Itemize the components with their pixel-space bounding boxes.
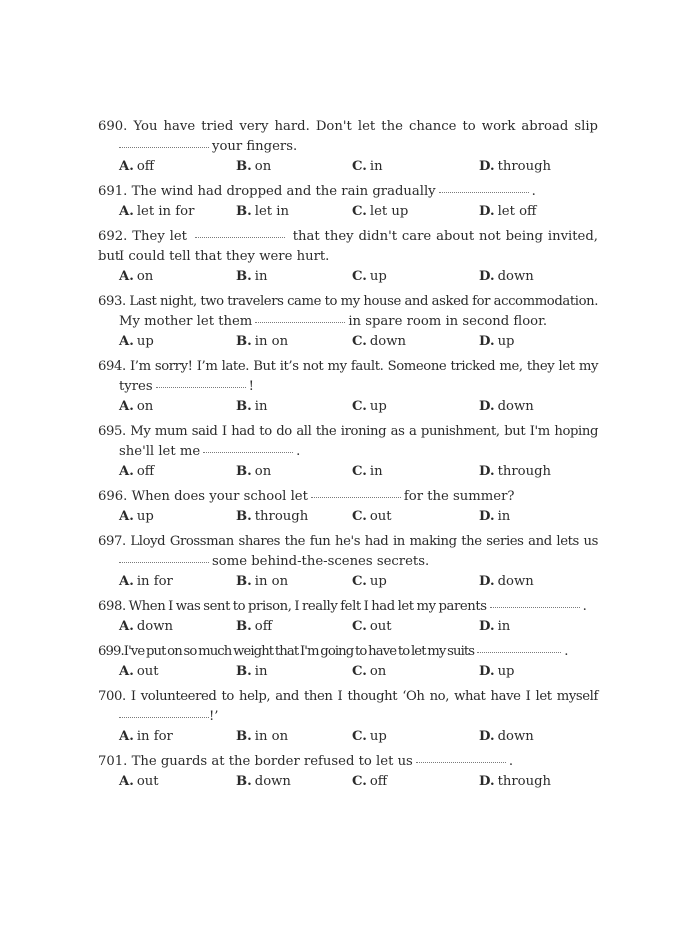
options-row — [98, 727, 598, 747]
option-b[interactable]: B. on — [236, 159, 272, 174]
answer-blank — [490, 606, 580, 608]
question-number: 694. — [98, 359, 126, 374]
option-a[interactable]: A. on — [119, 399, 154, 414]
question-693 — [98, 292, 598, 352]
option-d[interactable]: D. down — [479, 574, 534, 589]
options-row — [98, 617, 598, 637]
option-a[interactable]: A. off — [119, 159, 155, 174]
question-text: They let — [132, 229, 187, 244]
option-c[interactable]: C. down — [352, 334, 407, 349]
question-text: I've put on so much weight that I'm going to have to let my suits — [123, 644, 475, 659]
question-text: some behind-the-scenes secrets. — [212, 554, 430, 569]
answer-blank — [119, 716, 209, 718]
question-text: I could tell that they were hurt. — [119, 249, 330, 264]
answer-blank — [477, 651, 561, 653]
option-b[interactable]: B. in on — [236, 729, 289, 744]
question-694: 694. I’m sorry! I’m late. But it’s not my fault. Someone tricked me, they let my tyres ! A. on B. in C. up D. down — [98, 357, 598, 417]
option-d[interactable]: D. let off — [479, 204, 537, 219]
options-row — [98, 157, 598, 177]
option-c[interactable]: C. on — [352, 664, 387, 679]
option-c[interactable]: C. up — [352, 269, 387, 284]
question-text: My mum said I had to do all the ironing as a punishment, but I'm hoping — [130, 424, 598, 439]
option-a[interactable]: A. down — [119, 619, 173, 634]
option-d[interactable]: D. down — [479, 269, 534, 284]
options-row — [98, 572, 598, 592]
option-a[interactable]: A. out — [119, 774, 159, 789]
option-a[interactable]: A. on — [119, 269, 154, 284]
options-row — [98, 507, 598, 527]
question-number: 695. — [98, 424, 126, 439]
question-number: 696. — [98, 489, 128, 504]
option-a[interactable]: A. in for — [119, 729, 173, 744]
answer-blank — [439, 191, 529, 193]
option-d[interactable]: D. down — [479, 729, 534, 744]
option-a[interactable]: A. in for — [119, 574, 173, 589]
option-d[interactable]: D. through — [479, 159, 552, 174]
option-c[interactable]: C. in — [352, 159, 383, 174]
question-number: 691. — [98, 184, 128, 199]
question-number: 698. — [98, 599, 126, 614]
option-b[interactable]: B. down — [236, 774, 291, 789]
option-d[interactable]: D. in — [479, 509, 511, 524]
question-700: 700. I volunteered to help, and then I thought ‘Oh no, what have I let myself !’ A. in for B. in on C. up D. down — [98, 687, 598, 747]
question-text: tyres — [119, 379, 153, 394]
answer-blank — [416, 761, 506, 763]
question-695: 695. My mum said I had to do all the ironing as a punishment, but I'm hoping she'll let me . A. off B. on C. in D. through — [98, 422, 598, 482]
options-row — [98, 772, 598, 792]
option-b[interactable]: B. off — [236, 619, 273, 634]
question-number: 690. — [98, 119, 128, 134]
option-a[interactable]: A. let in for — [119, 204, 195, 219]
option-d[interactable]: D. through — [479, 464, 552, 479]
question-text: The wind had dropped and the rain gradually — [131, 184, 436, 199]
question-number: 701. — [98, 754, 128, 769]
question-697 — [98, 532, 598, 592]
option-b[interactable]: B. through — [236, 509, 309, 524]
option-c[interactable]: C. let up — [352, 204, 409, 219]
option-b[interactable]: B. in — [236, 269, 268, 284]
options-row — [98, 202, 598, 222]
question-691: 691. The wind had dropped and the rain gradually . A. let in for B. let in C. let up D. let off — [98, 182, 598, 222]
question-text: I volunteered to help, and then I thought ‘Oh no, what have I let myself — [130, 689, 598, 704]
options-row — [98, 267, 598, 287]
option-c[interactable]: C. out — [352, 509, 392, 524]
option-a[interactable]: A. out — [119, 664, 159, 679]
question-692 — [98, 227, 598, 287]
answer-blank — [311, 496, 401, 498]
option-c[interactable]: C. up — [352, 574, 387, 589]
question-698: 698. When I was sent to prison, I really felt I had let my parents . A. down B. off C. out D. in — [98, 597, 598, 637]
options-row — [98, 462, 598, 482]
option-c[interactable]: C. up — [352, 729, 387, 744]
option-a[interactable]: A. up — [119, 509, 154, 524]
option-c[interactable]: C. up — [352, 399, 387, 414]
option-d[interactable]: D. through — [479, 774, 552, 789]
option-a[interactable]: A. up — [119, 334, 154, 349]
question-text: that they didn't care about not being invited, but — [98, 229, 598, 264]
option-c[interactable]: C. in — [352, 464, 383, 479]
answer-blank — [119, 561, 209, 563]
question-690 — [98, 117, 598, 177]
question-text: Last night, two travelers came to my house and asked for accommodation. — [129, 294, 598, 309]
question-number: 697. — [98, 534, 126, 549]
question-text: your fingers. — [212, 139, 298, 154]
option-b[interactable]: B. on — [236, 464, 272, 479]
answer-blank — [203, 451, 293, 453]
option-b[interactable]: B. in — [236, 399, 268, 414]
options-row — [98, 397, 598, 417]
options-row — [98, 332, 598, 352]
option-d[interactable]: D. up — [479, 664, 515, 679]
answer-blank — [156, 386, 246, 388]
question-text: My mother let them — [119, 314, 253, 329]
question-696 — [98, 487, 598, 527]
question-number: 692. — [98, 229, 128, 244]
option-d[interactable]: D. up — [479, 334, 515, 349]
question-text: You have tried very hard. Don't let the chance to work abroad slip — [133, 119, 598, 134]
answer-blank — [255, 321, 345, 323]
option-b[interactable]: B. in on — [236, 334, 289, 349]
question-699: 699.I've put on so much weight that I'm going to have to let my suits . A. out B. in C. on D. up — [98, 642, 598, 682]
options-row — [98, 662, 598, 682]
option-a[interactable]: A. off — [119, 464, 155, 479]
question-text: I’m sorry! I’m late. But it’s not my fault. Someone tricked me, they let my — [129, 359, 598, 374]
question-number: 700. — [98, 689, 126, 704]
question-701: 701. The guards at the border refused to let us . A. out B. down C. off D. through — [98, 752, 598, 792]
answer-blank — [119, 146, 209, 148]
question-text: in spare room in second floor. — [348, 314, 548, 329]
answer-blank — [195, 236, 285, 238]
question-text: she'll let me — [119, 444, 201, 459]
question-text: The guards at the border refused to let us — [131, 754, 413, 769]
question-text: When does your school let — [131, 489, 308, 504]
question-text: Lloyd Grossman shares the fun he's had in making the series and lets us — [130, 534, 598, 549]
option-c[interactable]: C. out — [352, 619, 392, 634]
option-b[interactable]: B. in — [236, 664, 268, 679]
option-b[interactable]: B. in on — [236, 574, 289, 589]
question-text: When I was sent to prison, I really felt I had let my parents — [128, 599, 487, 614]
question-number: 699. — [98, 644, 124, 659]
option-d[interactable]: D. down — [479, 399, 534, 414]
option-d[interactable]: D. in — [479, 619, 511, 634]
question-number: 693. — [98, 294, 126, 309]
option-c[interactable]: C. off — [352, 774, 388, 789]
question-text: for the summer? — [403, 489, 515, 504]
option-b[interactable]: B. let in — [236, 204, 289, 219]
